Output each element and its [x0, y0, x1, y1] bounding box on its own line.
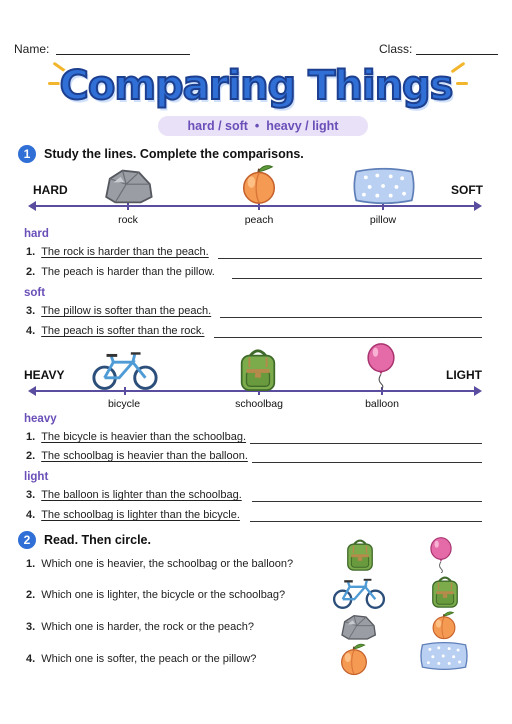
question-row — [26, 589, 285, 601]
answer-text: The rock is harder than the peach. — [41, 246, 209, 258]
question-text: Which one is heavier, the schoolbag or the balloon? — [41, 558, 294, 570]
row-number: 4. — [26, 509, 36, 521]
sentence-row — [26, 266, 215, 278]
arrow-right-icon — [474, 201, 482, 211]
rock-icon — [100, 166, 156, 206]
heavy-end-label: HEAVY — [24, 368, 65, 382]
sentence-row — [26, 246, 209, 258]
item-label-bicycle: bicycle — [107, 398, 141, 410]
page-title: Comparing Things — [59, 63, 453, 109]
item-label-rock: rock — [118, 214, 138, 226]
answer-line[interactable] — [220, 317, 482, 318]
category-label-light: light — [24, 471, 49, 483]
answer-text: The balloon is lighter than the schoolbag. — [41, 489, 242, 501]
row-number: 3. — [26, 489, 36, 501]
section-number-badge: 2 — [18, 531, 36, 549]
question-text: Which one is lighter, the bicycle or the schoolbag? — [41, 589, 286, 601]
pillow-icon[interactable] — [418, 638, 470, 674]
question-number: 3. — [26, 621, 36, 633]
section-heading: Study the lines. Complete the comparisons. — [44, 147, 304, 161]
question-number: 4. — [26, 653, 36, 665]
item-label-peach: peach — [244, 214, 274, 226]
answer-line[interactable] — [250, 521, 482, 522]
answer-text: The schoolbag is heavier than the balloon. — [41, 450, 248, 462]
peach-icon — [238, 163, 280, 205]
answer-line[interactable] — [250, 443, 482, 444]
row-number: 4. — [26, 325, 36, 337]
category-label-heavy: heavy — [24, 413, 57, 425]
hard-end-label: HARD — [33, 183, 68, 197]
sentence-row — [26, 431, 246, 443]
answer-line[interactable] — [214, 337, 482, 338]
answer-text: The schoolbag is lighter than the bicycle. — [41, 509, 240, 521]
question-number: 2. — [26, 589, 36, 601]
answer-text: The peach is softer than the rock. — [41, 325, 205, 337]
page-subtitle: hard / soft • heavy / light — [158, 116, 368, 136]
question-text: Which one is softer, the peach or the pillow? — [41, 653, 257, 665]
question-row — [26, 653, 256, 665]
sentence-row — [26, 305, 211, 317]
pillow-icon — [350, 164, 418, 208]
balloon-icon[interactable] — [428, 537, 454, 573]
row-number: 2. — [26, 450, 36, 462]
question-row — [26, 621, 254, 633]
class-label: Class: — [379, 42, 413, 56]
light-end-label: LIGHT — [446, 368, 482, 382]
arrow-right-icon — [474, 386, 482, 396]
page-title-wrap — [0, 58, 512, 118]
category-label-hard: hard — [24, 228, 49, 240]
row-number: 1. — [26, 431, 36, 443]
category-label-soft: soft — [24, 287, 46, 299]
schoolbag-icon[interactable] — [427, 574, 463, 610]
item-label-pillow: pillow — [369, 214, 397, 226]
question-text: Which one is harder, the rock or the peach? — [41, 621, 254, 633]
peach-icon[interactable] — [429, 610, 459, 640]
rock-icon[interactable] — [338, 612, 378, 642]
name-label: Name: — [14, 42, 50, 56]
answer-line[interactable] — [252, 501, 482, 502]
name-field[interactable] — [56, 54, 190, 55]
answer-text: The bicycle is heavier than the schoolbag. — [41, 431, 247, 443]
row-number: 1. — [26, 246, 36, 258]
answer-text: The peach is harder than the pillow. — [41, 266, 215, 278]
sentence-row — [26, 325, 204, 337]
item-label-schoolbag: schoolbag — [235, 398, 283, 410]
bicycle-icon[interactable] — [331, 575, 387, 611]
sentence-row — [26, 450, 248, 462]
class-field[interactable] — [416, 54, 498, 55]
answer-line[interactable] — [252, 462, 482, 463]
question-row — [26, 558, 293, 570]
peach-icon[interactable] — [337, 642, 371, 676]
answer-line[interactable] — [232, 278, 482, 279]
row-number: 2. — [26, 266, 36, 278]
sentence-row — [26, 489, 242, 501]
item-label-balloon: balloon — [365, 398, 399, 410]
schoolbag-icon[interactable] — [342, 537, 378, 573]
question-number: 1. — [26, 558, 36, 570]
answer-line[interactable] — [218, 258, 482, 259]
soft-end-label: SOFT — [451, 183, 483, 197]
sentence-row — [26, 509, 240, 521]
row-number: 3. — [26, 305, 36, 317]
schoolbag-icon — [234, 346, 282, 394]
balloon-icon — [364, 343, 398, 389]
bicycle-icon — [90, 348, 160, 392]
section-heading: Read. Then circle. — [44, 533, 151, 547]
answer-text: The pillow is softer than the peach. — [41, 305, 212, 317]
section-number-badge: 1 — [18, 145, 36, 163]
